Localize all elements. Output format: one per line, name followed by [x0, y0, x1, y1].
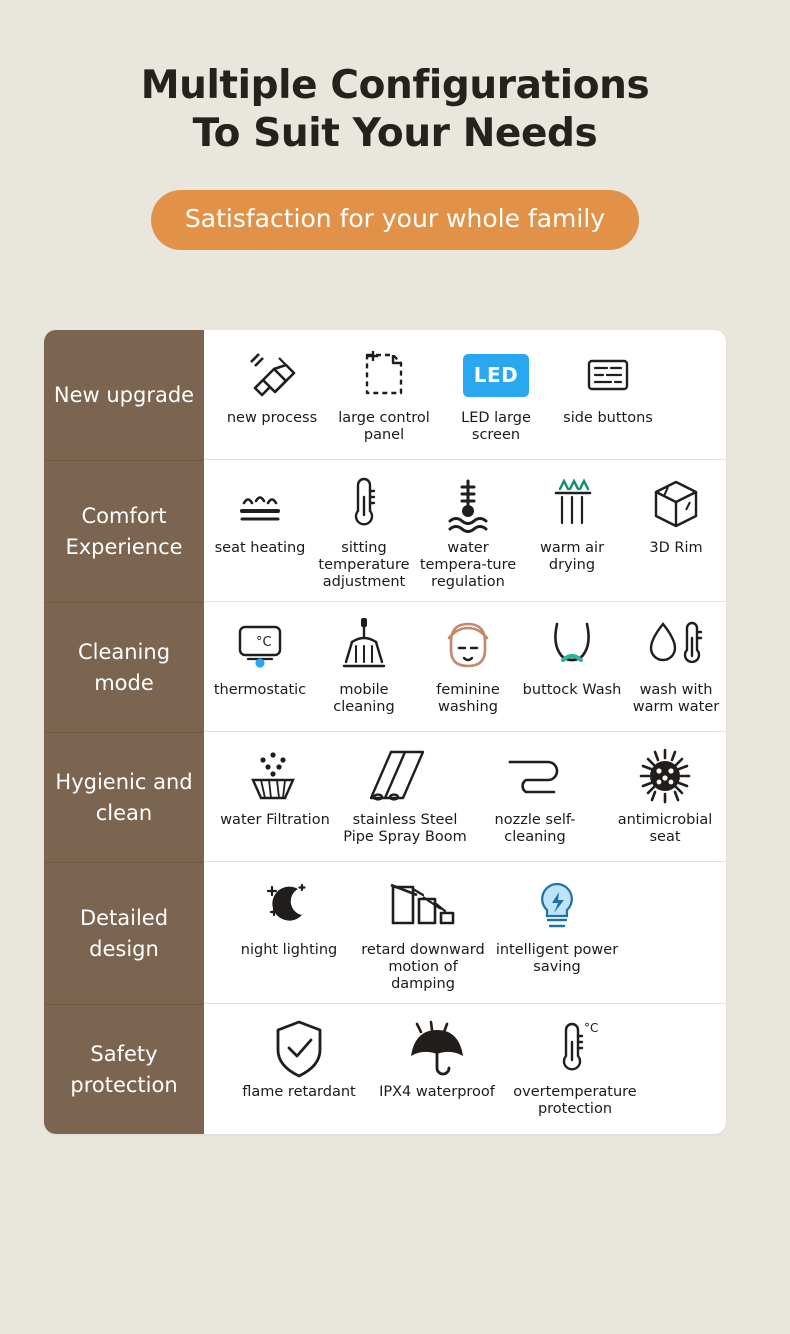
control-panel-icon	[353, 344, 415, 406]
row-items	[204, 862, 726, 1004]
feature-item[interactable]	[208, 474, 312, 557]
feature-item[interactable]	[440, 344, 552, 444]
feature-label: thermostatic	[213, 682, 307, 698]
feature-label: warm air drying	[539, 540, 605, 573]
feature-label: LED large screen	[461, 410, 531, 443]
svg-text:°C: °C	[256, 635, 272, 650]
moon-stars-icon	[258, 876, 320, 938]
thermostatic-display-icon	[228, 616, 292, 678]
lightbulb-power-saving-icon	[526, 876, 588, 938]
feature-label: seat heating	[214, 540, 306, 556]
row-category-label: Hygienic and clean	[44, 732, 204, 862]
feature-label: 3D Rim	[649, 540, 703, 556]
feature-label: new process	[226, 410, 318, 426]
table-row	[44, 862, 726, 1004]
feature-label: nozzle self-cleaning	[494, 812, 576, 845]
feature-item[interactable]	[624, 616, 726, 716]
side-buttons-icon	[577, 344, 639, 406]
thermometer-icon	[334, 474, 394, 536]
feature-label: IPX4 waterproof	[379, 1084, 495, 1100]
row-category-label: Safety protection	[44, 1004, 204, 1134]
feature-label: retard downward motion of damping	[361, 942, 485, 992]
feature-label: water tempera-ture regulation	[419, 540, 517, 590]
row-category-label: Detailed design	[44, 862, 204, 1004]
antimicrobial-virus-icon	[634, 746, 696, 808]
warm-air-drying-icon	[542, 474, 602, 536]
feature-item[interactable]	[470, 746, 600, 846]
subtitle-pill: Satisfaction for your whole family	[151, 190, 639, 250]
umbrella-waterproof-icon	[401, 1018, 473, 1080]
row-category-label: Comfort Experience	[44, 460, 204, 602]
stainless-pipes-icon	[365, 746, 445, 808]
water-filtration-icon	[243, 746, 307, 808]
feature-label: antimicrobial seat	[617, 812, 713, 845]
feature-label: intelligent power saving	[495, 942, 619, 975]
diamond-pencil-icon	[241, 344, 303, 406]
feature-label: wash with warm water	[632, 682, 720, 715]
page-title-line-2: To Suit Your Needs	[192, 111, 598, 156]
feature-label: feminine washing	[436, 682, 500, 715]
feature-label: overtemperature protection	[513, 1084, 637, 1117]
warm-water-drop-icon	[641, 616, 711, 678]
seat-heating-icon	[230, 474, 290, 536]
table-row	[44, 732, 726, 862]
svg-text:°C: °C	[584, 1021, 599, 1035]
water-temperature-icon	[436, 474, 500, 536]
row-items	[204, 460, 726, 602]
feature-item[interactable]	[312, 474, 416, 591]
table-row	[44, 602, 726, 732]
led-badge-icon	[463, 344, 530, 406]
mobile-cleaning-nozzle-icon	[332, 616, 396, 678]
feature-item[interactable]	[600, 746, 726, 846]
subtitle-pill-wrap	[0, 190, 790, 250]
page-title-line-1: Multiple Configurations	[140, 63, 650, 108]
feature-label: large control panel	[338, 410, 430, 443]
feature-item[interactable]	[624, 474, 726, 557]
feature-label: flame retardant	[242, 1084, 356, 1100]
feature-item[interactable]	[216, 344, 328, 427]
feature-item[interactable]	[520, 474, 624, 574]
table-row	[44, 1004, 726, 1134]
feature-item[interactable]	[356, 876, 490, 993]
nozzle-self-cleaning-icon	[500, 746, 570, 808]
feature-item[interactable]	[490, 876, 624, 976]
buttock-wash-icon	[541, 616, 603, 678]
feature-item[interactable]	[328, 344, 440, 444]
row-items	[204, 602, 726, 732]
feature-label: night lighting	[240, 942, 338, 958]
row-category-label: New upgrade	[44, 330, 204, 460]
feature-label: side buttons	[563, 410, 653, 426]
feature-label: stainless Steel Pipe Spray Boom	[343, 812, 467, 845]
soft-close-damping-icon	[383, 876, 463, 938]
feature-item[interactable]	[340, 746, 470, 846]
feature-item[interactable]	[208, 616, 312, 699]
feature-label: buttock Wash	[522, 682, 622, 698]
row-items	[204, 1004, 726, 1134]
feature-item[interactable]	[312, 616, 416, 716]
led-badge-text: LED	[463, 354, 530, 397]
shield-check-icon	[268, 1018, 330, 1080]
feature-item[interactable]	[416, 616, 520, 716]
page-title	[0, 0, 790, 158]
row-items	[204, 330, 726, 460]
feature-table	[44, 330, 726, 1134]
overtemperature-thermometer-icon	[544, 1018, 606, 1080]
feature-label: sitting temperature adjustment	[318, 540, 410, 590]
feature-label: water Filtration	[220, 812, 330, 828]
feature-item[interactable]	[222, 876, 356, 959]
feature-item[interactable]	[368, 1018, 506, 1101]
feature-item[interactable]	[552, 344, 664, 427]
feature-item[interactable]	[210, 746, 340, 829]
feature-label: mobile cleaning	[333, 682, 395, 715]
feature-item[interactable]	[416, 474, 520, 591]
feature-item[interactable]	[520, 616, 624, 699]
feminine-face-icon	[437, 616, 499, 678]
3d-cube-icon	[646, 474, 706, 536]
feature-item[interactable]	[506, 1018, 644, 1118]
row-items	[204, 732, 726, 862]
feature-item[interactable]	[230, 1018, 368, 1101]
table-row	[44, 330, 726, 460]
table-row	[44, 460, 726, 602]
row-category-label: Cleaning mode	[44, 602, 204, 732]
